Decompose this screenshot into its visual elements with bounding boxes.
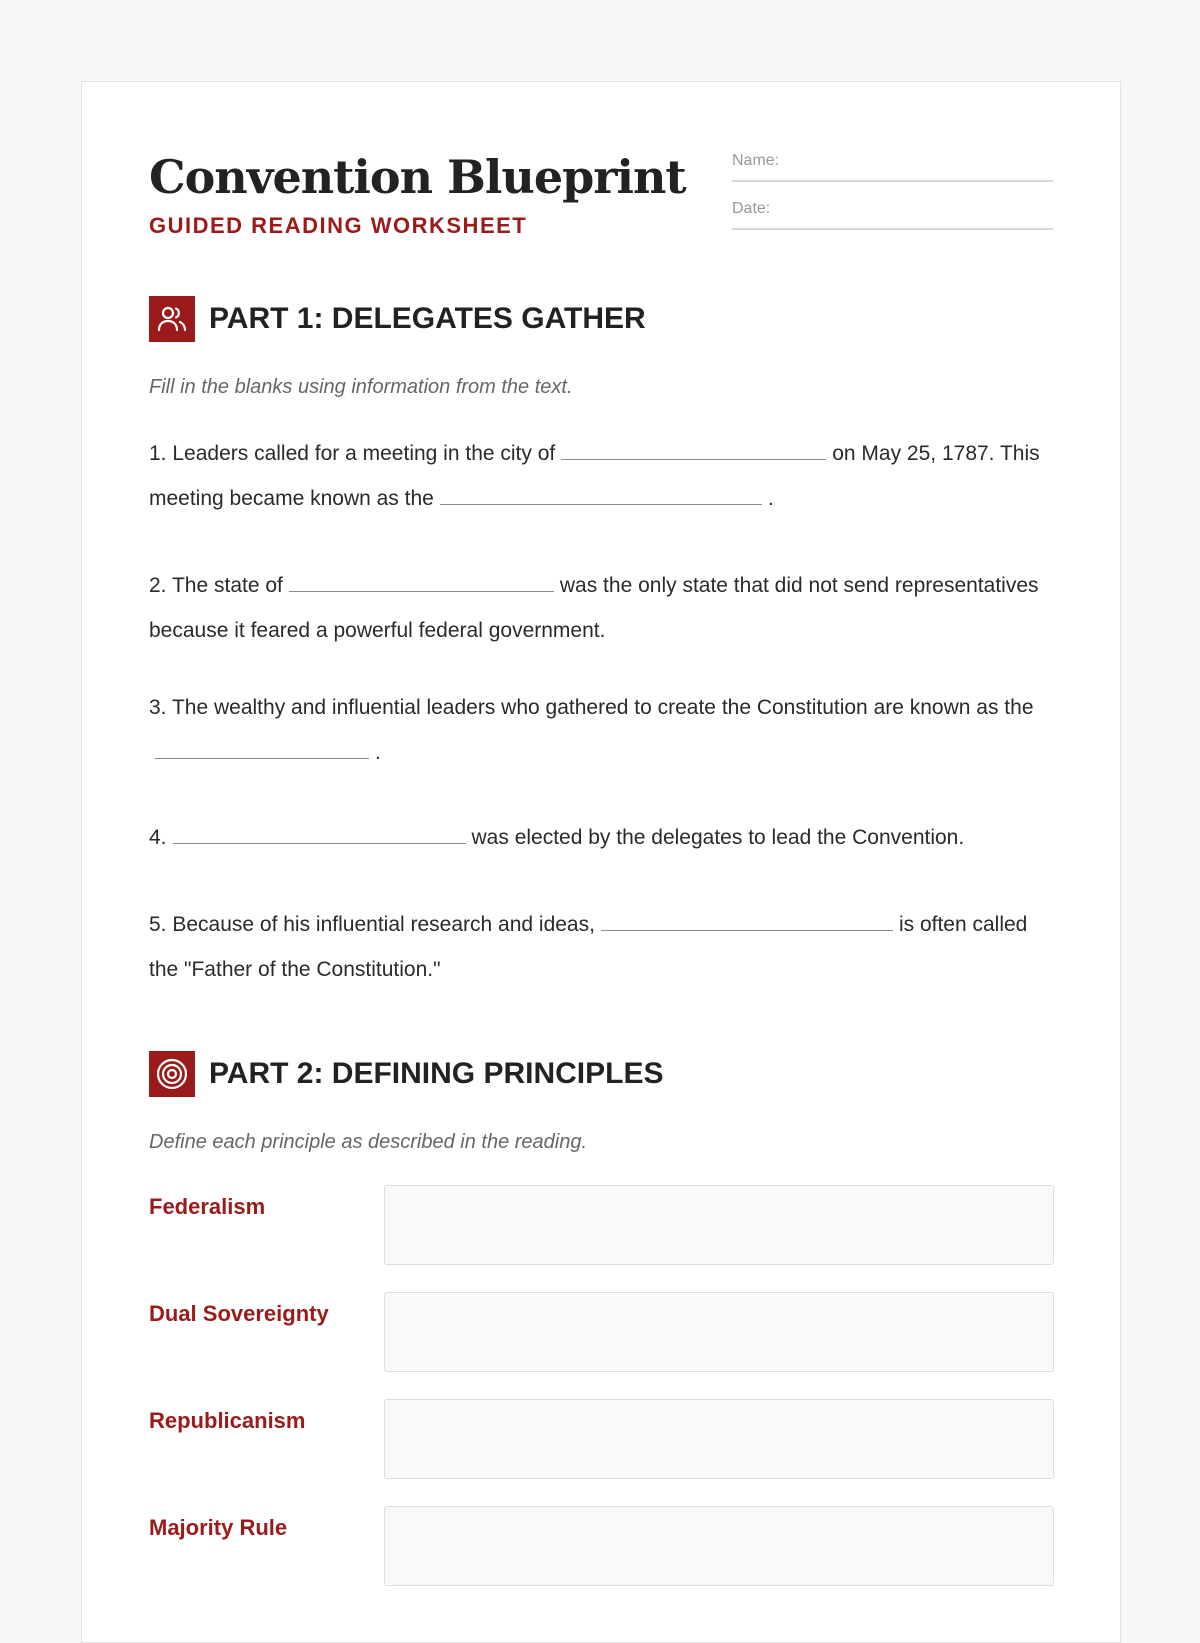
part1-instructions: Fill in the blanks using information from the text. — [149, 376, 573, 398]
answer-blank[interactable] — [173, 842, 466, 844]
part2-title: PART 2: DEFINING PRINCIPLES — [209, 1057, 664, 1090]
part1-title: PART 1: DELEGATES GATHER — [209, 302, 646, 335]
page-subtitle: GUIDED READING WORKSHEET — [149, 213, 528, 238]
answer-blank[interactable] — [155, 757, 369, 759]
answer-blank[interactable] — [440, 503, 762, 505]
question-2: 2. The state of was the only state that did not send representatives because it feared a powerful federal government. — [149, 574, 1039, 642]
term-dual-sovereignty: Dual Sovereignty — [149, 1301, 329, 1326]
question-4: 4. was elected by the delegates to lead the Convention. — [149, 826, 965, 849]
users-icon — [149, 296, 195, 342]
question-3: 3. The wealthy and influential leaders who gathered to create the Constitution are known as the. — [149, 696, 1034, 764]
worksheet-page — [81, 81, 1121, 1643]
page-title: Convention Blueprint — [149, 150, 686, 204]
definition-box-republicanism[interactable] — [384, 1399, 1054, 1479]
date-field[interactable] — [732, 200, 1053, 230]
answer-blank[interactable] — [289, 590, 554, 592]
definition-box-majority-rule[interactable] — [384, 1506, 1054, 1586]
term-majority-rule: Majority Rule — [149, 1515, 288, 1540]
date-label: Date: — [732, 200, 771, 217]
answer-blank[interactable] — [601, 929, 893, 931]
definition-box-federalism[interactable] — [384, 1185, 1054, 1265]
part2-instructions: Define each principle as described in the reading. — [149, 1131, 588, 1153]
definition-box-dual-sovereignty[interactable] — [384, 1292, 1054, 1372]
part1-heading — [149, 296, 646, 342]
question-1: 1. Leaders called for a meeting in the city of on May 25, 1787. This meeting became known as the . — [149, 442, 1040, 510]
answer-blank[interactable] — [561, 458, 826, 460]
question-5: 5. Because of his influential research and ideas, is often called the "Father of the Constitution." — [149, 913, 1028, 981]
part2-heading — [149, 1051, 663, 1097]
term-republicanism: Republicanism — [149, 1408, 306, 1433]
name-field[interactable] — [732, 152, 1053, 182]
term-federalism: Federalism — [149, 1194, 266, 1219]
target-icon — [149, 1051, 195, 1097]
name-label: Name: — [732, 152, 780, 169]
